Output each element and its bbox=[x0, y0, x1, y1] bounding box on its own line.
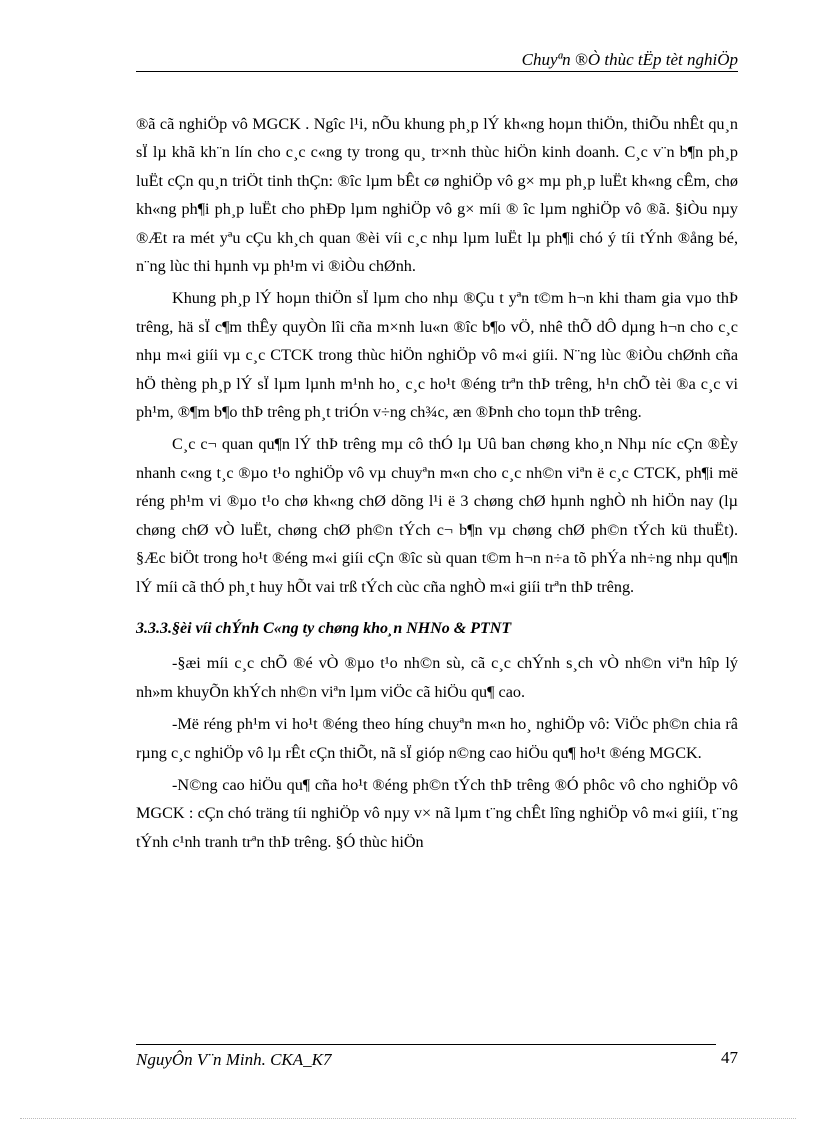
section-paragraph-1: -§æi míi c¸c chÕ ®é vÒ ®µo t¹o nh©n sù, cã c¸c chÝnh s¸ch vÒ nh©n viªn hîp lý nh»m khuyÕn khÝch nh©n viªn lµm viÖc cã hiÖu qu¶ cao. bbox=[136, 654, 738, 701]
running-header: Chuyªn ®Ò thùc tËp tèt nghiÖp bbox=[521, 50, 738, 69]
page-edge-divider bbox=[20, 1118, 796, 1119]
header-divider bbox=[136, 71, 738, 72]
paragraph-3: C¸c c¬ quan qu¶n lÝ thÞ trêng mµ cô thÓ lµ Uû ban chøng kho¸n Nhµ níc cÇn ®Èy nhanh c«ng t¸c ®µo t¹o nghiÖp vô vµ chuyªn m«n cho c¸c nh©n viªn ë c¸c CTCK, ph¶i më réng ph¹m vi ®µo t¹o chø kh«ng chØ dõng l¹i ë 3 chøng chØ hµnh nghÒ nh hiÖn nay (lµ chøng chØ vÒ luËt, chøng chØ ph©n tÝch c¬ b¶n vµ chøng chØ ph©n tÝch kü thuËt). §Æc biÖt trong ho¹t ®éng m«i giíi cÇn ®îc sù quan t©m h¬n n÷a tõ phÝa nh÷ng nhµ qu¶n lÝ míi cã thÓ ph¸t huy hÕt vai trß tÝch cùc cña nghÒ m«i giíi trªn thÞ trêng. bbox=[136, 435, 738, 596]
paragraph-2: Khung ph¸p lÝ hoµn thiÖn sÏ lµm cho nhµ ®Çu t yªn t©m h¬n khi tham gia vµo thÞ trêng, hä sÏ c¶m thÊy quyÒn lîi cña m×nh lu«n ®îc b¶o vÖ, nhê thÕ dÔ dµng h¬n cho c¸c nhµ m«i giíi vµ c¸c CTCK trong thùc hiÖn nghiÖp vô m«i giíi. N¨ng lùc ®iÒu chØnh cña hÖ thèng ph¸p lÝ sÏ lµm lµnh m¹nh ho¸ c¸c ho¹t ®éng trªn thÞ trêng, h¹n chÕ tèi ®a c¸c vi ph¹m, ®¶m b¶o thÞ trêng ph¸t triÓn v÷ng ch¾c, æn ®Þnh cho toµn thÞ trêng. bbox=[136, 289, 738, 422]
section-heading: 3.3.3.§èi víi chÝnh C«ng ty chøng kho¸n NHNo & PTNT bbox=[136, 619, 512, 637]
section-paragraph-3: -N©ng cao hiÖu qu¶ cña ho¹t ®éng ph©n tÝch thÞ trêng ®Ó phôc vô cho nghiÖp vô MGCK : cÇn chó träng tíi nghiÖp vô nµy v× nã lµm t¨ng chÊt lîng nghiÖp vô m«i giíi, t¨ng tÝnh c¹nh tranh trªn thÞ trêng. §Ó thùc hiÖn bbox=[136, 775, 738, 851]
page-number: 47 bbox=[721, 1048, 738, 1067]
paragraph-1: ®ã cã nghiÖp vô MGCK . Ngîc l¹i, nÕu khung ph¸p lÝ kh«ng hoµn thiÖn, thiÕu nhÊt qu¸n sÏ lµ khã kh¨n lín cho c¸c c«ng ty trong qu¸ tr×nh thùc hiÖn kinh doanh. C¸c v¨n b¶n ph¸p luËt cÇn qu¸n triÖt tinh thÇn: ®îc lµm bÊt cø nghiÖp vô g× mµ ph¸p luËt kh«ng cÊm, chø kh«ng ph¶i ph¸p luËt cho phÐp lµm nghiÖp vô g× míi ® îc lµm nghiÖp vô ®ã. §iÒu nµy ®Æt ra mét yªu cÇu kh¸ch quan ®èi víi c¸c nhµ lµm luËt lµ ph¶i chó ý tíi tÝnh ®ång bé, n¨ng lùc thi hµnh vµ ph¹m vi ®iÒu chØnh. bbox=[136, 115, 738, 276]
footer-divider bbox=[136, 1044, 716, 1045]
footer-author: NguyÔn V¨n Minh. CKA_K7 bbox=[136, 1050, 332, 1069]
document-body bbox=[136, 110, 738, 856]
section-paragraph-2: -Më réng ph¹m vi ho¹t ®éng theo híng chuyªn m«n ho¸ nghiÖp vô: ViÖc ph©n chia râ rµng c¸c nghiÖp vô lµ rÊt cÇn thiÕt, nã sÏ gióp n©ng cao hiÖu qu¶ ho¹t ®éng MGCK. bbox=[136, 715, 738, 762]
